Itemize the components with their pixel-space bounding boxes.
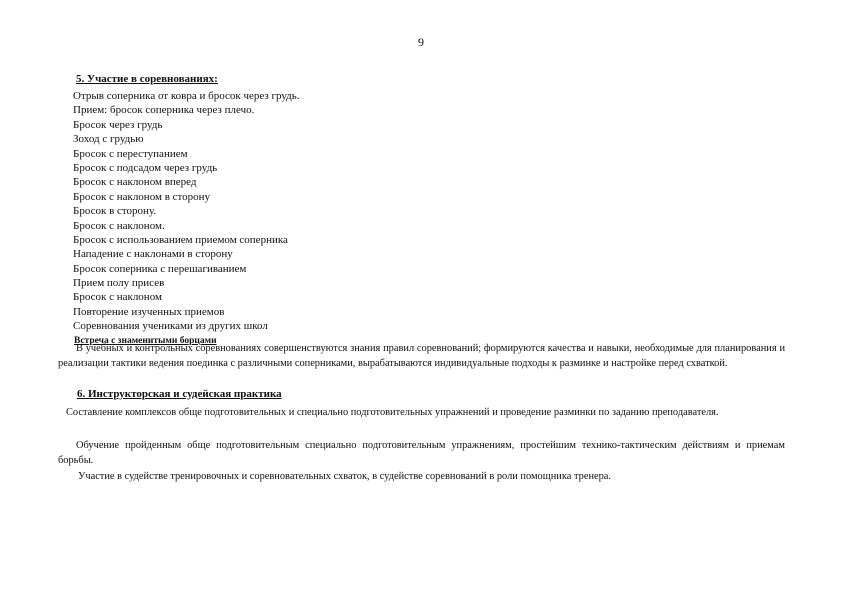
- list-item: Бросок с наклоном в сторону: [73, 190, 211, 203]
- competitions-paragraph: В учебных и контрольных соревнованиях совершенствуются знания правил соревнований; формируются качества и навыки, необходимые для планирования и реализации тактики ведения поединка с различными соперниками, вырабатываются индивидуальные подходы к разминке и настройке перед схваткой.: [58, 343, 785, 369]
- list-item: Бросок в сторону.: [73, 205, 157, 218]
- meeting-wrestlers-line: Встреча с знаменитыми борцами: [74, 336, 217, 346]
- list-item: Нападение с наклонами в сторону: [73, 248, 233, 261]
- list-item: Бросок соперника с перешагиванием: [73, 262, 247, 275]
- list-item: Бросок через грудь: [73, 118, 163, 131]
- list-item: Повторение изученных приемов: [73, 305, 225, 318]
- list-item: Прием полу присев: [73, 277, 165, 290]
- list-item: Бросок с использованием приемом соперника: [73, 233, 288, 246]
- list-item: Бросок с подсадом через грудь: [73, 161, 218, 174]
- list-item: Бросок с наклоном: [73, 291, 162, 304]
- practice-paragraph-3: Участие в судействе тренировочных и соревновательных схваток, в судействе соревнований в роли помощника тренера.: [78, 471, 612, 482]
- list-item: Бросок с наклоном вперед: [73, 176, 197, 189]
- list-item: Бросок с переступанием: [73, 147, 188, 160]
- page-number: 9: [418, 35, 424, 49]
- list-item: Отрыв соперника от ковра и бросок через грудь.: [73, 90, 300, 102]
- list-item: Бросок с наклоном.: [73, 219, 165, 232]
- list-item: Соревнования учениками из других школ: [73, 320, 268, 333]
- list-item: Прием: бросок соперника через плечо.: [73, 104, 255, 117]
- practice-paragraph-2: Обучение пройденным обще подготовительным специально подготовительным упражнениям, простейшим технико-тактическим действиям и приемам борьбы.: [58, 440, 785, 466]
- section-6-heading: 6. Инструкторская и судейская практика: [77, 388, 282, 400]
- competition-items-list: [73, 89, 300, 334]
- section-5-heading: 5. Участие в соревнованиях:: [76, 73, 218, 85]
- list-item: Зоход с грудью: [73, 133, 144, 146]
- practice-paragraph-1: Составление комплексов обще подготовительных и специально подготовительных упражнений и проведение разминки по заданию преподавателя.: [66, 407, 719, 418]
